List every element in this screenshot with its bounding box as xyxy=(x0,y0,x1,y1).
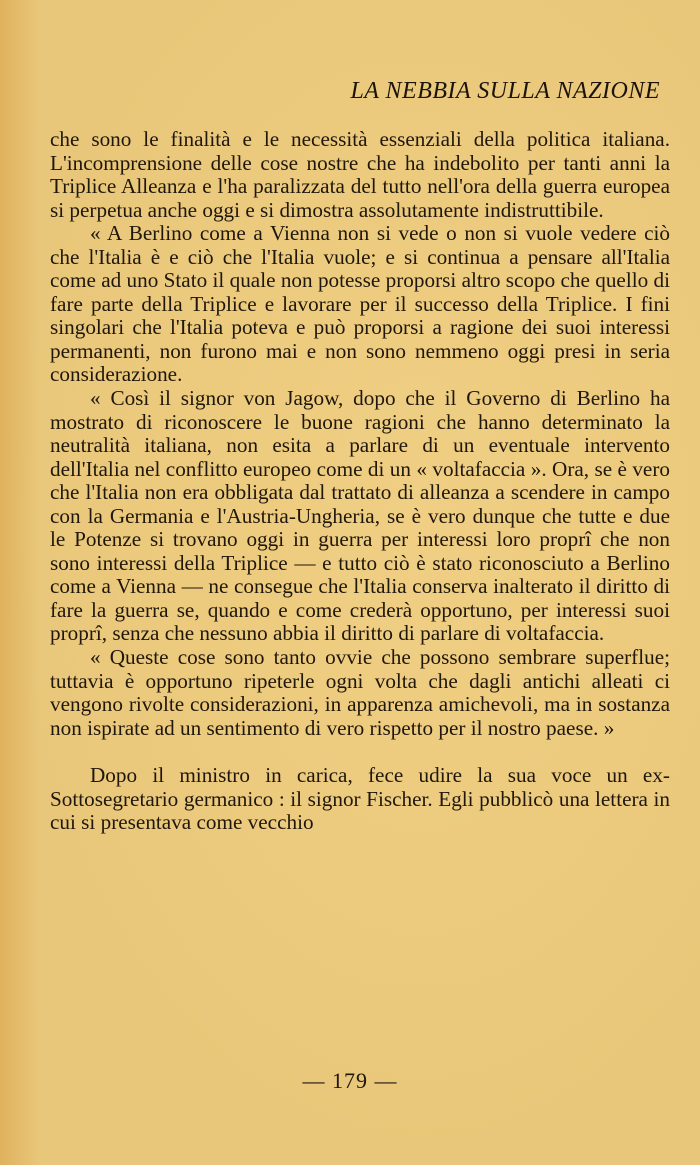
running-title: LA NEBBIA SULLA NAZIONE xyxy=(350,78,660,104)
paragraph-5: Dopo il ministro in carica, fece udire la sua voce un ex-Sottosegretario germanico : il signor Fischer. Egli pubblicò una lettera in cui si presentava come vecchio xyxy=(50,763,670,835)
paragraph-1: che sono le finalità e le necessità essenziali della politica italiana. L'incomprensione delle cose nostre che ha indebolito per tanti anni la Triplice Alleanza e l'ha paralizzata del tutto nell'ora della guerra europea si perpetua anche oggi e si dimostra assolutamente indistruttibile. xyxy=(50,127,670,222)
paragraph-2: « A Berlino come a Vienna non si vede o non si vuole vedere ciò che l'Italia è e ciò che l'Italia vuole; e si continua a pensare all'Italia come ad uno Stato il quale non potesse proporsi altro scopo che quello di fare parte della Triplice e lavorare per il successo della Triplice. I fini singolari che l'Italia poteva e può proporsi a ragione dei suoi interessi permanenti, non furono mai e non sono nemmeno oggi presi in seria considerazione. xyxy=(50,221,670,387)
body-text xyxy=(50,128,670,835)
page-number: — 179 — xyxy=(302,1068,398,1093)
paragraph-4: « Queste cose sono tanto ovvie che possono sembrare superflue; tuttavia è opportuno ripeterle ogni volta che dagli antichi alleati ci vengono rivolte considerazioni, in apparenza amichevoli, ma in sostanza non ispirate ad un sentimento di vero rispetto per il nostro paese. » xyxy=(50,645,670,740)
paragraph-3: « Così il signor von Jagow, dopo che il Governo di Berlino ha mostrato di riconoscere le buone ragioni che hanno determinato la neutralità italiana, non esita a parlare di un eventuale intervento dell'Italia nel conflitto europeo come di un « voltafaccia ». Ora, se è vero che l'Italia non era obbligata dal trattato di alleanza a scendere in campo con la Germania e l'Austria-Ungheria, se è vero dunque che tutte e due le Potenze si trovano oggi in guerra per interessi loro proprî che non sono interessi della Triplice — e tutto ciò è stato riconosciuto a Berlino come a Vienna — ne consegue che l'Italia conserva inalterato il diritto di fare la guerra se, quando e come crederà opportuno, per interessi suoi proprî, senza che nessuno abbia il diritto di parlare di voltafaccia. xyxy=(50,386,670,646)
